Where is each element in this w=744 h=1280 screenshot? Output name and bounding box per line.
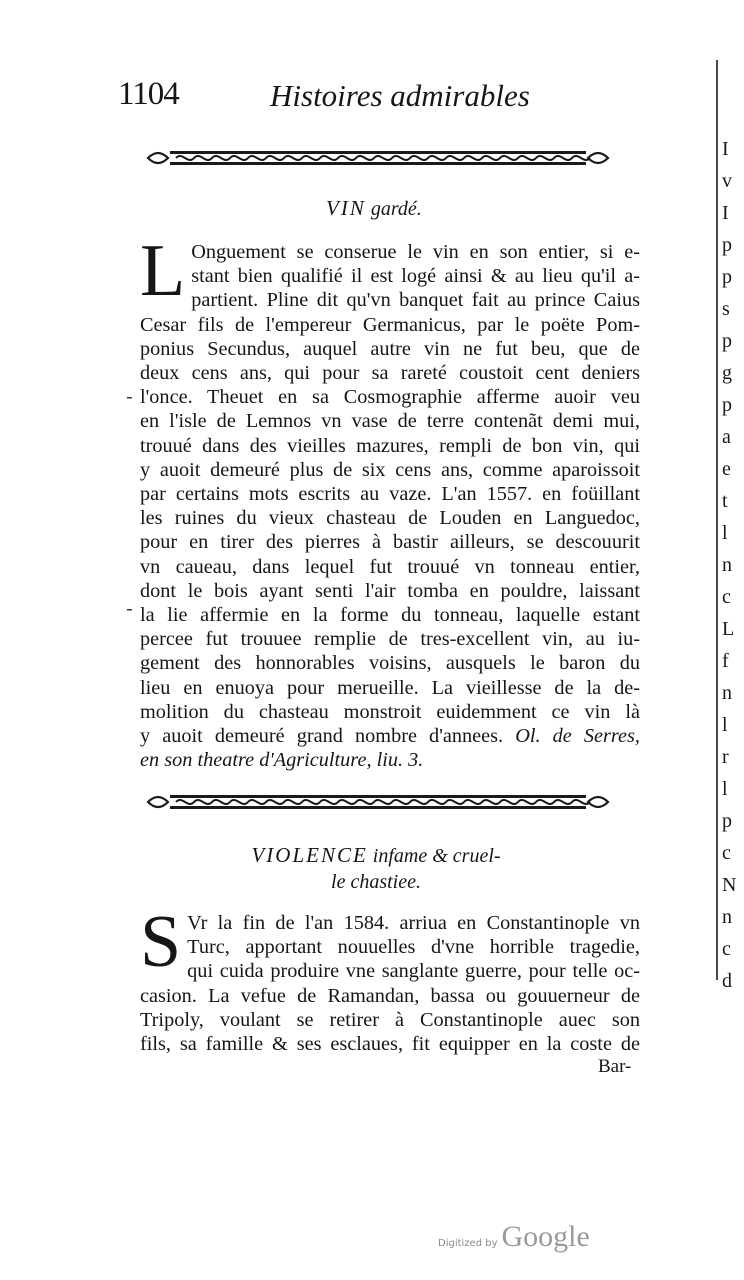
facing-page-letter: p (722, 330, 732, 352)
catchword: Bar- (598, 1056, 632, 1077)
section-title-line-2: le chastiee. (331, 871, 421, 893)
text-line: Turc, apportant nouuelles d'vne horrible tragedie, (187, 936, 640, 959)
ornament-band-icon (144, 790, 612, 814)
ornament-band-bottom (144, 790, 612, 814)
digitized-by-label: Digitized by (438, 1238, 498, 1249)
facing-page-edge (716, 60, 718, 980)
facing-page-letter: I (722, 138, 729, 160)
text-line: molition du chasteau monstroit euidemment ce vin là (140, 700, 640, 723)
facing-page-letter: t (722, 490, 728, 512)
facing-page-letter: a (722, 426, 731, 448)
text-line: gement des honnorables voisins, ausquels le baron du (140, 652, 640, 675)
facing-page-letter: c (722, 938, 731, 960)
text-line: en l'isle de Lemnos vn vase de terre contenãt demi mui, (140, 410, 640, 433)
text-line: y auoit demeuré grand nombre d'annees. (140, 725, 504, 748)
text-line: qui cuida produire vne sanglante guerre, pour telle oc- (187, 960, 640, 983)
facing-page-letter: l (722, 714, 728, 736)
section-title-caps: VIN (326, 196, 366, 220)
facing-page-letter: s (722, 298, 730, 320)
margin-mark: - (126, 384, 133, 408)
facing-page-letter: p (722, 234, 732, 256)
citation-inline: Ol. de Serres, (515, 725, 641, 748)
text-line: partient. Pline dit qu'vn banquet fait au prince Caius (191, 289, 640, 312)
text-line: pour en tirer des pierres à bastir ailleurs, se descouurit (140, 531, 640, 554)
text-line: fils, sa famille & ses esclaues, fit equipper en la coste de (140, 1033, 640, 1056)
text-line: dont le bois ayant senti l'air tomba en pouldre, laissant (140, 579, 640, 602)
page-number: 1104 (118, 76, 179, 112)
facing-page-letter: l (722, 778, 728, 800)
facing-page-letter: c (722, 842, 731, 864)
facing-page-letter: p (722, 810, 732, 832)
facing-page-letter: r (722, 746, 729, 768)
section-title-vin (326, 196, 422, 221)
section-title-violence (226, 842, 526, 895)
margin-mark: - (126, 596, 133, 620)
drop-cap: S (140, 901, 182, 983)
text-line: Cesar fils de l'empereur Germanicus, par le poëte Pom- (140, 313, 640, 336)
facing-page-letter: n (722, 682, 732, 704)
section-title-rest: infame & cruel- (372, 845, 501, 867)
facing-page-letter: I (722, 202, 729, 224)
ornament-band-icon (144, 146, 612, 170)
facing-page-letter: g (722, 362, 732, 384)
drop-cap: L (140, 230, 186, 312)
text-line: par certains mots escrits au vaze. L'an 1557. en foüillant (140, 483, 640, 506)
text-line: casion. La vefue de Ramandan, bassa ou gouuerneur de (140, 984, 640, 1007)
text-line: la lie affermie en la forme du tonneau, laquelle estant (140, 604, 640, 627)
text-line: Tripoly, voulant se retirer à Constantinople auec son (140, 1008, 640, 1031)
facing-page-letter: c (722, 586, 731, 608)
facing-page-letter: v (722, 170, 732, 192)
text-line: y auoit demeuré plus de six cens ans, comme aparoissoit (140, 458, 640, 481)
digitization-watermark (438, 1220, 590, 1254)
running-title: Histoires admirables (270, 78, 530, 113)
text-line: Vr la fin de l'an 1584. arriua en Constantinople vn (187, 912, 640, 934)
text-line: les ruines du vieux chasteau de Louden en Languedoc, (140, 507, 640, 530)
facing-page-letter: e (722, 458, 731, 480)
facing-page-letter: l (722, 522, 728, 544)
text-line: lieu en enuoya pour merueille. La vieillesse de la de- (140, 676, 640, 699)
citation-line: en son theatre d'Agriculture, liu. 3. (140, 749, 424, 772)
paragraph-vin (140, 230, 641, 772)
facing-page-letter: n (722, 906, 732, 928)
text-line: Onguement se conserue le vin en son entier, si e- (191, 241, 640, 263)
section-title-line-1 (226, 842, 526, 869)
facing-page-letter: L (722, 618, 735, 640)
text-line: deux cens ans, qui pour sa rareté coustoit cent deniers (140, 362, 640, 385)
text-line: percee fut trouuee remplie de tres-excellent vin, au iu- (140, 628, 640, 651)
section-title-rest: gardé. (370, 198, 422, 220)
section-title-caps: VIOLENCE (251, 843, 368, 867)
facing-page-letter: d (722, 970, 732, 992)
text-line-with-citation (140, 724, 640, 748)
text-line: stant bien qualifié il est logé ainsi & au lieu qu'il a- (191, 265, 640, 288)
text-line: vn caueau, dans lequel fut trouué vn tonneau entier, (140, 555, 640, 578)
facing-page-letter: p (722, 394, 732, 416)
text-line: trouué dans des vieilles mazures, rempli de bon vin, qui (140, 434, 640, 457)
google-logo: Google (501, 1220, 590, 1253)
text-line: ponius Secundus, auquel autre vin ne fut beu, que de (140, 337, 640, 360)
facing-page-letter: N (722, 874, 737, 896)
facing-page-letter: n (722, 554, 732, 576)
ornament-band-top (144, 146, 612, 170)
paragraph-violence (140, 901, 640, 1056)
facing-page-letter: p (722, 266, 732, 288)
facing-page-letter: f (722, 650, 729, 672)
text-line: l'once. Theuet en sa Cosmographie afferme auoir veu (140, 386, 640, 409)
